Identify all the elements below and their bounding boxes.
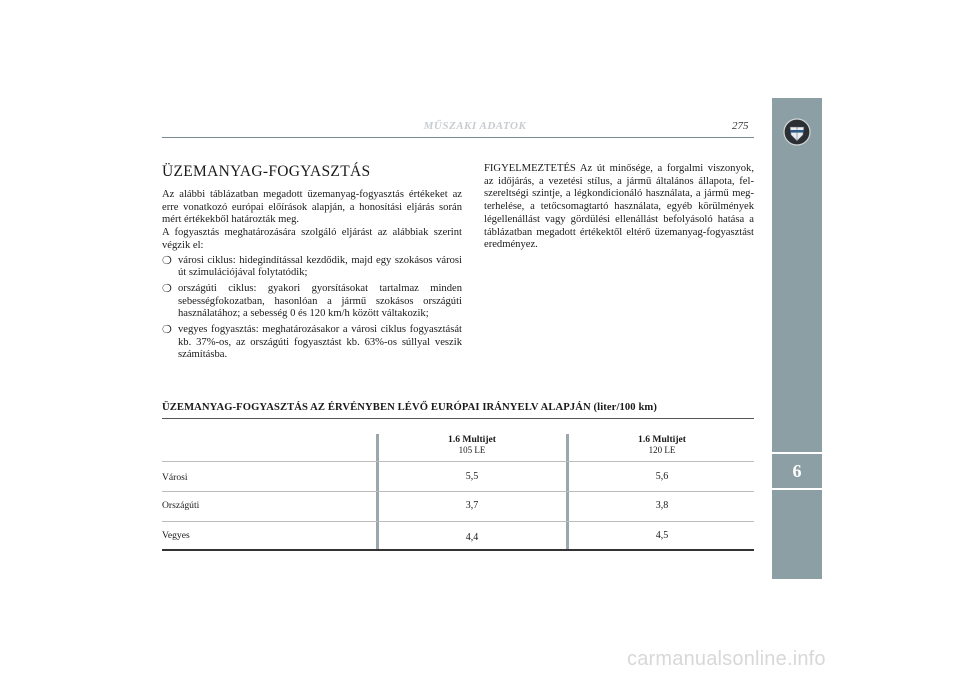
chapter-number: 6 <box>792 460 802 481</box>
column-header-name: 1.6 Multijet <box>448 434 496 445</box>
watermark: carmanualsonline.info <box>627 648 826 670</box>
main-right-column <box>484 163 754 252</box>
row-label-varosi: Városi <box>162 472 188 483</box>
table-bottom-rule <box>162 549 754 551</box>
lancia-shield-icon <box>783 118 811 146</box>
table-top-rule <box>162 418 754 419</box>
table-cell: 4,4 <box>465 532 479 543</box>
chapter-number-box[interactable] <box>772 452 822 490</box>
list-item-text: városi ciklus: hidegindítással kezdődik, majd egy szokásos városi út szimulációjával folytatódik; <box>178 254 462 279</box>
intro-paragraph: Az alábbi táblázatban megadott üzemanyag-fogyasztás értékeket az erre vonatkozó európai előírások alapján, a honosítási eljárás során mért értékekből határozták meg. <box>162 189 462 226</box>
table-title: ÜZEMANYAG-FOGYASZTÁS AZ ÉRVÉNYBEN LÉVŐ EURÓPAI IRÁNYELV ALAPJÁN (liter/100 km) <box>162 402 657 413</box>
header-rule <box>162 137 754 138</box>
method-intro-paragraph: A fogyasztás meghatározására szolgáló eljárást az alábbiak szerint végzik el: <box>162 227 462 251</box>
column-header-120 <box>602 434 722 456</box>
column-header-power: 120 LE <box>648 445 676 455</box>
warning-paragraph: FIGYELMEZTETÉS Az út minősége, a forgalmi viszonyok, az időjárás, a vezetési stílus, a jármű általános állapota, felszereltségi szintje, a légkondicionáló használata, a jármű megterhelése, a tetőcsomagtartó használata, egyéb körülmények légellenállást vagy gördülési ellenállást befolyásoló hatása a táblázatban megadott értékektől eltérő üzemanyag-fogyasztást eredményez. <box>484 163 754 251</box>
row-rule <box>162 491 754 492</box>
circle-bullet-icon: ❍ <box>162 254 172 267</box>
column-header-name: 1.6 Multijet <box>638 434 686 445</box>
table-cell: 5,6 <box>655 471 669 482</box>
column-divider <box>376 434 379 550</box>
column-header-power: 105 LE <box>458 445 486 455</box>
table-cell: 5,5 <box>465 471 479 482</box>
list-item <box>162 283 462 321</box>
main-left-column <box>162 163 462 365</box>
row-label-orszaguti: Országúti <box>162 500 200 511</box>
section-title: ÜZEMANYAG-FOGYASZTÁS <box>162 163 371 180</box>
cycle-list <box>162 255 462 363</box>
list-item-text: országúti ciklus: gyakori gyorsításokat tartalmaz minden sebességfokozatban, hasonlóan a jármű szokásos országúti használatához; a sebesség 0 és 120 km/h között váltakozik; <box>178 282 462 320</box>
table-cell: 3,8 <box>655 500 669 511</box>
circle-bullet-icon: ❍ <box>162 282 172 295</box>
running-header-section: MŰSZAKI ADATOK <box>423 120 527 132</box>
column-header-105 <box>412 434 532 456</box>
page-number: 275 <box>732 120 749 132</box>
chapter-side-tab <box>772 98 822 579</box>
row-rule <box>162 521 754 522</box>
list-item <box>162 255 462 280</box>
table-cell: 3,7 <box>465 500 479 511</box>
circle-bullet-icon: ❍ <box>162 324 172 337</box>
column-divider <box>566 434 569 550</box>
list-item-text: vegyes fogyasztás: meghatározásakor a városi ciklus fogyasztását kb. 37%-os, az országúti fogyasztást kb. 63%-os súllyal veszik számításba. <box>178 324 462 361</box>
row-label-vegyes: Vegyes <box>162 530 190 541</box>
list-item <box>162 324 462 362</box>
row-rule <box>162 461 754 462</box>
table-cell: 4,5 <box>655 530 669 541</box>
